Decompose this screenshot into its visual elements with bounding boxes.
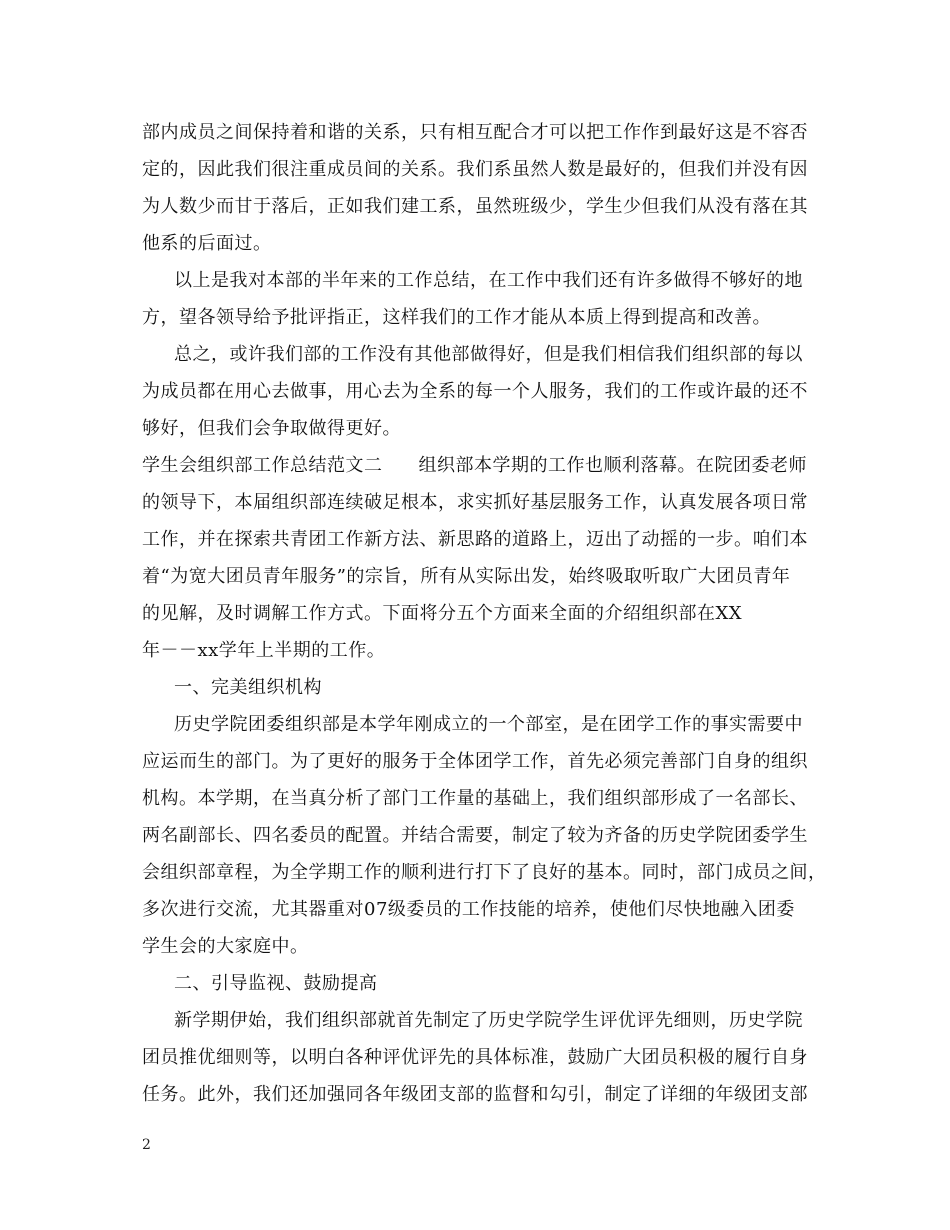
text-line: 着“为宽大团员青年服务”的宗旨，所有从实际出发，始终吸取听取广大团员青年 [142, 566, 791, 587]
text-line: 会组织部章程，为全学期工作的顺利进行打下了良好的基本。同时，部门成员之间， [142, 862, 827, 883]
text-line: 多次进行交流，尤其器重对07级委员的工作技能的培养，使他们尽快地融入团委 [142, 899, 795, 920]
paragraph-first-line: 新学期伊始，我们组织部就首先制定了历史学院学生评优评先细则，历史学院 [174, 1010, 803, 1031]
paragraph-first-line: 历史学院团委组织部是本学年刚成立的一个部室，是在团学工作的事实需要中 [174, 714, 803, 735]
text-line: 学生会的大家庭中。 [142, 936, 309, 957]
section-title: 学生会组织部工作总结范文二 [142, 455, 383, 476]
text-line: 任务。此外，我们还加强同各年级团支部的监督和勾引，制定了详细的年级团支部 [142, 1084, 808, 1105]
text-line: 工作，并在探索共青团工作新方法、新思路的道路上，迈出了动摇的一步。咱们本 [142, 529, 808, 550]
text-line: 定的，因此我们很注重成员间的关系。我们系虽然人数是最好的，但我们并没有因 [142, 159, 808, 180]
section-heading: 一、完美组织机构 [174, 677, 322, 698]
section-title-line [142, 447, 812, 484]
text-line: 团员推优细则等，以明白各种评优评先的具体标准，鼓励广大团员积极的履行自身 [142, 1047, 808, 1068]
text-line: 够好，但我们会争取做得更好。 [142, 418, 401, 439]
text-line: 他系的后面过。 [142, 233, 272, 254]
text-line: 机构。本学期，在当真分析了部门工作量的基础上，我们组织部形成了一名部长、 [142, 788, 808, 809]
text-line: 的领导下，本届组织部连续破足根本，求实抓好基层服务工作，认真发展各项日常 [142, 492, 808, 513]
paragraph-first-line: 总之，或许我们部的工作没有其他部做得好，但是我们相信我们组织部的每以 [174, 344, 803, 365]
text-line: 两名副部长、四名委员的配置。并结合需要，制定了较为齐备的历史学院团委学生 [142, 825, 808, 846]
text-line: 为人数少而甘于落后，正如我们建工系，虽然班级少，学生少但我们从没有落在其 [142, 196, 808, 217]
text-line: 部内成员之间保持着和谐的关系，只有相互配合才可以把工作作到最好这是不容否 [142, 122, 808, 143]
paragraph-first-line: 以上是我对本部的半年来的工作总结，在工作中我们还有许多做得不够好的地 [174, 270, 803, 291]
section-intro-text: 组织部本学期的工作也顺利落幕。在院团委老师 [418, 455, 807, 476]
page-number: 2 [142, 1137, 151, 1153]
text-line: 年－－xx学年上半期的工作。 [142, 640, 386, 661]
text-line: 为成员都在用心去做事，用心去为全系的每一个人服务，我们的工作或许最的还不 [142, 381, 808, 402]
body-text [142, 114, 827, 1113]
text-line: 方，望各领导给予批评指正，这样我们的工作才能从本质上得到提高和改善。 [142, 307, 771, 328]
text-line: 应运而生的部门。为了更好的服务于全体团学工作，首先必须完善部门自身的组织 [142, 751, 808, 772]
text-line: 的见解，及时调解工作方式。下面将分五个方面来全面的介绍组织部在XX [142, 603, 743, 624]
section-heading: 二、引导监视、鼓励提高 [174, 973, 378, 994]
